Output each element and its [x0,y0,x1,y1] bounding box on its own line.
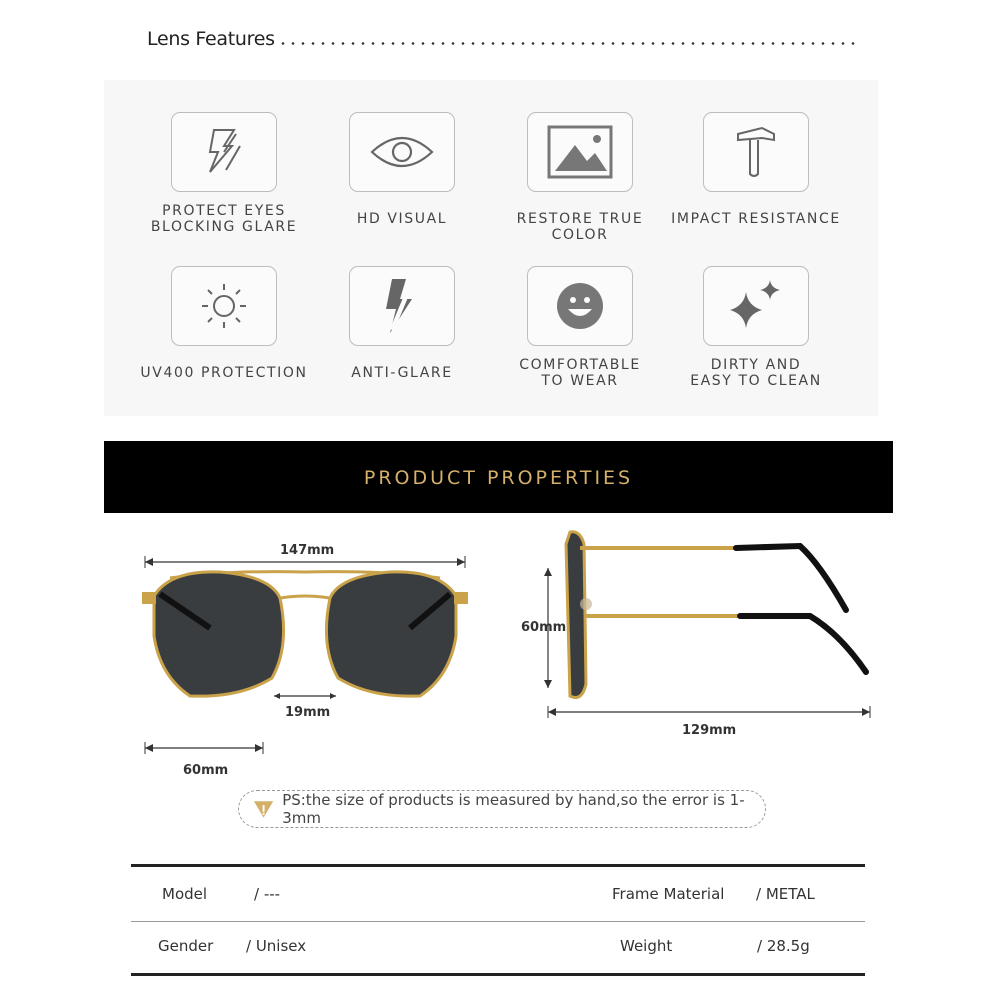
section-title-lens-features: Lens Features [147,28,275,50]
sun-icon [171,266,277,346]
feature-label: UV400 PROTECTION [140,365,308,381]
feature-comfortable [490,266,670,389]
feature-protect-eyes [134,112,314,235]
feature-label: RESTORE TRUE COLOR [516,211,644,243]
broken-lightning-icon [349,266,455,346]
table-bottom-border [131,973,865,976]
smiley-icon [527,266,633,346]
feature-label: COMFORTABLE TO WEAR [519,357,641,389]
feature-uv400 [134,266,314,381]
spec-label-model: Model [162,885,208,903]
spec-value-gender: / Unisex [246,937,307,955]
feature-hd-visual [312,112,492,227]
feature-label: IMPACT RESISTANCE [671,211,841,227]
dimension-lens-height: 60mm [521,620,567,635]
dimension-lens-width: 60mm [183,763,229,778]
feature-label: DIRTY AND EASY TO CLEAN [690,357,822,389]
table-divider [131,921,865,922]
feature-label: ANTI-GLARE [351,365,453,381]
side-view-glasses [540,524,880,724]
measurement-note [238,790,766,828]
note-text: PS:the size of products is measured by hand,so the error is 1-3mm [282,791,745,827]
lightning-icon [171,112,277,192]
hammer-icon [703,112,809,192]
product-properties-title: PRODUCT PROPERTIES [363,467,634,489]
landscape-image-icon [527,112,633,192]
spec-label-frame-material: Frame Material [612,885,725,903]
dimension-temple-length: 129mm [682,723,737,738]
sparkle-icon [703,266,809,346]
spec-value-frame-material: / METAL [756,885,815,903]
product-properties-banner [104,441,893,513]
spec-label-gender: Gender [158,937,214,955]
feature-anti-glare [312,266,492,381]
feature-restore-color [490,112,670,243]
feature-label: HD VISUAL [356,211,448,227]
front-view-glasses [130,536,480,776]
eye-icon [349,112,455,192]
warning-icon [253,799,274,819]
dotted-divider [278,42,856,45]
spec-label-weight: Weight [620,937,673,955]
spec-value-model: / --- [254,885,281,903]
spec-value-weight: / 28.5g [757,937,810,955]
dimension-bridge: 19mm [285,705,331,720]
feature-easy-clean [666,266,846,389]
feature-impact-resistance [666,112,846,227]
dimension-total-width: 147mm [280,543,335,558]
table-top-border [131,864,865,867]
feature-label: PROTECT EYES BLOCKING GLARE [150,203,298,235]
